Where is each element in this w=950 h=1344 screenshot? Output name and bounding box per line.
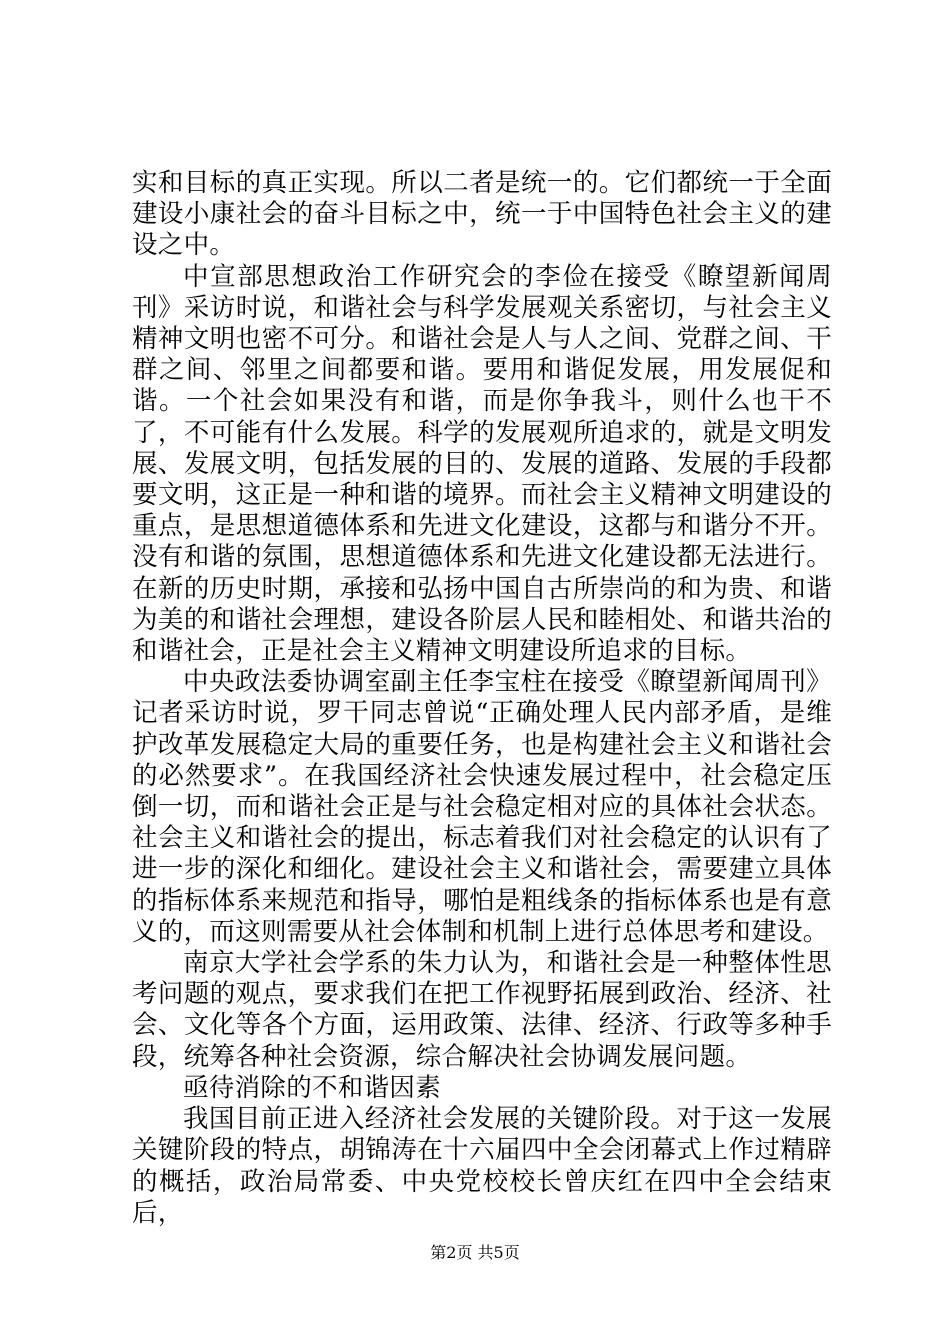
page-number-footer: 第2页 共5页	[430, 1243, 520, 1262]
document-body	[132, 168, 832, 1229]
paragraph-continued: 实和目标的真正实现。所以二者是统一的。它们都统一于全面建设小康社会的奋斗目标之中，统一于中国特色社会主义的建设之中。	[132, 168, 832, 261]
paragraph-li-jian: 中宣部思想政治工作研究会的李俭在接受《瞭望新闻周刊》采访时说，和谐社会与科学发展观关系密切，与社会主义精神文明也密不可分。和谐社会是人与人之间、党群之间、干群之间、邻里之间都要和谐。要用和谐促发展，用发展促和谐。一个社会如果没有和谐，而是你争我斗，则什么也干不了，不可能有什么发展。科学的发展观所追求的，就是文明发展、发展文明，包括发展的目的、发展的道路、发展的手段都要文明，这正是一种和谐的境界。而社会主义精神文明建设的重点，是思想道德体系和先进文化建设，这都与和谐分不开。没有和谐的氛围，思想道德体系和先进文化建设都无法进行。在新的历史时期，承接和弘扬中国自古所崇尚的和为贵、和谐为美的和谐社会理想，建设各阶层人民和睦相处、和谐共治的和谐社会，正是社会主义精神文明建设所追求的目标。	[132, 261, 832, 667]
paragraph-li-baozhu: 中央政法委协调室副主任李宝柱在接受《瞭望新闻周刊》记者采访时说，罗干同志曾说“正确处理人民内部矛盾，是维护改革发展稳定大局的重要任务，也是构建社会主义和谐社会的必然要求”。在我国经济社会快速发展过程中，社会稳定压倒一切，而和谐社会正是与社会稳定相对应的具体社会状态。社会主义和谐社会的提出，标志着我们对社会稳定的认识有了进一步的深化和细化。建设社会主义和谐社会，需要建立具体的指标体系来规范和指导，哪怕是粗线条的指标体系也是有意义的，而这则需要从社会体制和机制上进行总体思考和建设。	[132, 667, 832, 947]
section-heading: 亟待消除的不和谐因素	[183, 1072, 442, 1103]
paragraph-key-stage: 我国目前正进入经济社会发展的关键阶段。对于这一发展关键阶段的特点，胡锦涛在十六届四中全会闭幕式上作过精辟的概括，政治局常委、中央党校校长曾庆红在四中全会结束后，	[132, 1104, 832, 1228]
paragraph-zhu-li: 南京大学社会学系的朱力认为，和谐社会是一种整体性思考问题的观点，要求我们在把工作视野拓展到政治、经济、社会、文化等各个方面，运用政策、法律、经济、行政等多种手段，统筹各种社会资源，综合解决社会协调发展问题。	[132, 948, 832, 1072]
